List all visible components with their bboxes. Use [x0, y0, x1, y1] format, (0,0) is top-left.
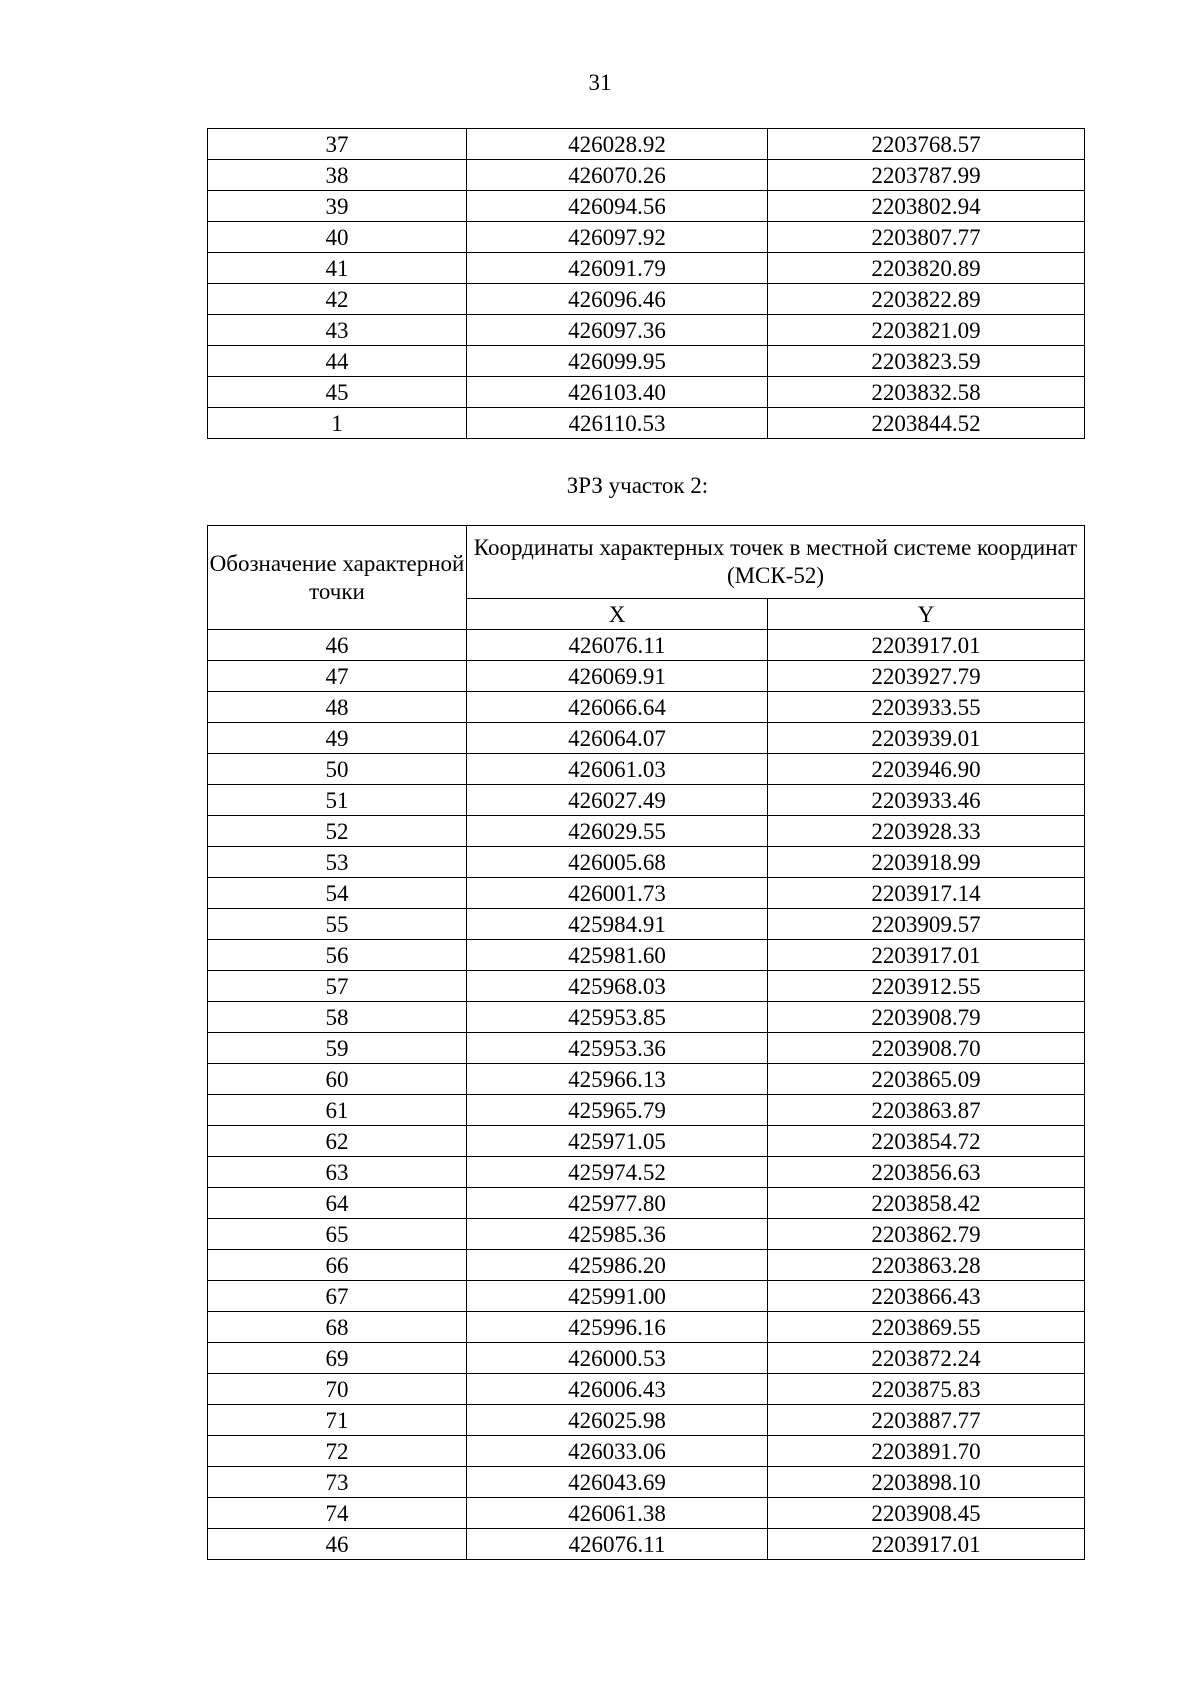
x-coordinate-cell: 426069.91 — [467, 661, 768, 692]
table-row — [208, 661, 1085, 692]
header-row — [208, 526, 1085, 599]
table-row — [208, 1002, 1085, 1033]
x-coordinate-cell: 425968.03 — [467, 971, 768, 1002]
table-row — [208, 315, 1085, 346]
header-point-designation: Обозначение характерной точки — [208, 526, 467, 630]
y-coordinate-cell: 2203865.09 — [768, 1064, 1085, 1095]
table-row — [208, 1250, 1085, 1281]
point-id-cell: 70 — [208, 1374, 467, 1405]
x-coordinate-cell: 426070.26 — [467, 160, 768, 191]
x-coordinate-cell: 426028.92 — [467, 129, 768, 160]
y-coordinate-cell: 2203917.01 — [768, 940, 1085, 971]
page-number: 31 — [588, 70, 612, 95]
point-id-cell: 49 — [208, 723, 467, 754]
table-row — [208, 1436, 1085, 1467]
table-row — [208, 692, 1085, 723]
table-row — [208, 1157, 1085, 1188]
header-coordinates: Координаты характерных точек в местной системе координат (МСК-52) — [467, 526, 1085, 599]
table-row — [208, 1188, 1085, 1219]
x-coordinate-cell: 426043.69 — [467, 1467, 768, 1498]
y-coordinate-cell: 2203844.52 — [768, 408, 1085, 439]
point-id-cell: 57 — [208, 971, 467, 1002]
table-row — [208, 754, 1085, 785]
table-row — [208, 847, 1085, 878]
y-coordinate-cell: 2203917.01 — [768, 630, 1085, 661]
table-row — [208, 630, 1085, 661]
point-id-cell: 43 — [208, 315, 467, 346]
y-coordinate-cell: 2203869.55 — [768, 1312, 1085, 1343]
point-id-cell: 65 — [208, 1219, 467, 1250]
point-id-cell: 45 — [208, 377, 467, 408]
table-row — [208, 1374, 1085, 1405]
y-coordinate-cell: 2203875.83 — [768, 1374, 1085, 1405]
x-coordinate-cell: 425953.36 — [467, 1033, 768, 1064]
section-title: ЗРЗ участок 2: — [566, 473, 709, 498]
table-row — [208, 1529, 1085, 1560]
y-coordinate-cell: 2203807.77 — [768, 222, 1085, 253]
y-coordinate-cell: 2203887.77 — [768, 1405, 1085, 1436]
coordinates-table-body — [208, 129, 1085, 439]
y-coordinate-cell: 2203917.14 — [768, 878, 1085, 909]
table-row — [208, 129, 1085, 160]
x-coordinate-cell: 425965.79 — [467, 1095, 768, 1126]
table-row — [208, 253, 1085, 284]
y-coordinate-cell: 2203933.46 — [768, 785, 1085, 816]
point-id-cell: 40 — [208, 222, 467, 253]
point-id-cell: 52 — [208, 816, 467, 847]
x-coordinate-cell: 426064.07 — [467, 723, 768, 754]
y-coordinate-cell: 2203821.09 — [768, 315, 1085, 346]
point-id-cell: 46 — [208, 1529, 467, 1560]
x-coordinate-cell: 425953.85 — [467, 1002, 768, 1033]
table-row — [208, 191, 1085, 222]
y-coordinate-cell: 2203768.57 — [768, 129, 1085, 160]
table-row — [208, 723, 1085, 754]
table-row — [208, 1126, 1085, 1157]
point-id-cell: 58 — [208, 1002, 467, 1033]
header-x: X — [467, 599, 768, 630]
coordinates-table-body — [208, 630, 1085, 1560]
y-coordinate-cell: 2203856.63 — [768, 1157, 1085, 1188]
x-coordinate-cell: 425985.36 — [467, 1219, 768, 1250]
point-id-cell: 56 — [208, 940, 467, 971]
y-coordinate-cell: 2203927.79 — [768, 661, 1085, 692]
table-row — [208, 1281, 1085, 1312]
x-coordinate-cell: 426025.98 — [467, 1405, 768, 1436]
y-coordinate-cell: 2203787.99 — [768, 160, 1085, 191]
point-id-cell: 71 — [208, 1405, 467, 1436]
y-coordinate-cell: 2203946.90 — [768, 754, 1085, 785]
y-coordinate-cell: 2203872.24 — [768, 1343, 1085, 1374]
x-coordinate-cell: 426110.53 — [467, 408, 768, 439]
x-coordinate-cell: 425986.20 — [467, 1250, 768, 1281]
point-id-cell: 68 — [208, 1312, 467, 1343]
table-row — [208, 971, 1085, 1002]
point-id-cell: 50 — [208, 754, 467, 785]
y-coordinate-cell: 2203918.99 — [768, 847, 1085, 878]
y-coordinate-cell: 2203908.79 — [768, 1002, 1085, 1033]
point-id-cell: 39 — [208, 191, 467, 222]
y-coordinate-cell: 2203939.01 — [768, 723, 1085, 754]
table-row — [208, 1343, 1085, 1374]
table-header — [208, 526, 1085, 630]
point-id-cell: 73 — [208, 1467, 467, 1498]
y-coordinate-cell: 2203822.89 — [768, 284, 1085, 315]
y-coordinate-cell: 2203862.79 — [768, 1219, 1085, 1250]
point-id-cell: 41 — [208, 253, 467, 284]
point-id-cell: 37 — [208, 129, 467, 160]
table-row — [208, 1467, 1085, 1498]
coordinates-table-continuation — [207, 128, 1085, 439]
point-id-cell: 46 — [208, 630, 467, 661]
table-row — [208, 816, 1085, 847]
x-coordinate-cell: 425996.16 — [467, 1312, 768, 1343]
y-coordinate-cell: 2203823.59 — [768, 346, 1085, 377]
x-coordinate-cell: 425981.60 — [467, 940, 768, 971]
x-coordinate-cell: 426061.03 — [467, 754, 768, 785]
x-coordinate-cell: 426000.53 — [467, 1343, 768, 1374]
point-id-cell: 55 — [208, 909, 467, 940]
x-coordinate-cell: 426103.40 — [467, 377, 768, 408]
x-coordinate-cell: 426091.79 — [467, 253, 768, 284]
x-coordinate-cell: 426097.36 — [467, 315, 768, 346]
x-coordinate-cell: 426001.73 — [467, 878, 768, 909]
table-row — [208, 878, 1085, 909]
point-id-cell: 61 — [208, 1095, 467, 1126]
y-coordinate-cell: 2203832.58 — [768, 377, 1085, 408]
point-id-cell: 72 — [208, 1436, 467, 1467]
point-id-cell: 1 — [208, 408, 467, 439]
x-coordinate-cell: 426061.38 — [467, 1498, 768, 1529]
point-id-cell: 38 — [208, 160, 467, 191]
y-coordinate-cell: 2203891.70 — [768, 1436, 1085, 1467]
point-id-cell: 54 — [208, 878, 467, 909]
point-id-cell: 51 — [208, 785, 467, 816]
point-id-cell: 64 — [208, 1188, 467, 1219]
x-coordinate-cell: 425991.00 — [467, 1281, 768, 1312]
table-row — [208, 346, 1085, 377]
y-coordinate-cell: 2203909.57 — [768, 909, 1085, 940]
x-coordinate-cell: 426099.95 — [467, 346, 768, 377]
point-id-cell: 67 — [208, 1281, 467, 1312]
x-coordinate-cell: 426006.43 — [467, 1374, 768, 1405]
table-row — [208, 1219, 1085, 1250]
table-row — [208, 160, 1085, 191]
table-row — [208, 1095, 1085, 1126]
x-coordinate-cell: 426096.46 — [467, 284, 768, 315]
point-id-cell: 62 — [208, 1126, 467, 1157]
point-id-cell: 59 — [208, 1033, 467, 1064]
y-coordinate-cell: 2203912.55 — [768, 971, 1085, 1002]
y-coordinate-cell: 2203854.72 — [768, 1126, 1085, 1157]
y-coordinate-cell: 2203820.89 — [768, 253, 1085, 284]
y-coordinate-cell: 2203917.01 — [768, 1529, 1085, 1560]
x-coordinate-cell: 426027.49 — [467, 785, 768, 816]
point-id-cell: 66 — [208, 1250, 467, 1281]
table-row — [208, 785, 1085, 816]
table-row — [208, 1312, 1085, 1343]
y-coordinate-cell: 2203802.94 — [768, 191, 1085, 222]
x-coordinate-cell: 426076.11 — [467, 1529, 768, 1560]
x-coordinate-cell: 426097.92 — [467, 222, 768, 253]
point-id-cell: 69 — [208, 1343, 467, 1374]
x-coordinate-cell: 426076.11 — [467, 630, 768, 661]
point-id-cell: 74 — [208, 1498, 467, 1529]
y-coordinate-cell: 2203898.10 — [768, 1467, 1085, 1498]
table-row — [208, 940, 1085, 971]
table-row — [208, 222, 1085, 253]
y-coordinate-cell: 2203908.70 — [768, 1033, 1085, 1064]
y-coordinate-cell: 2203858.42 — [768, 1188, 1085, 1219]
table-row — [208, 1033, 1085, 1064]
x-coordinate-cell: 425971.05 — [467, 1126, 768, 1157]
point-id-cell: 44 — [208, 346, 467, 377]
x-coordinate-cell: 426066.64 — [467, 692, 768, 723]
point-id-cell: 53 — [208, 847, 467, 878]
header-y: Y — [768, 599, 1085, 630]
table-row — [208, 284, 1085, 315]
point-id-cell: 48 — [208, 692, 467, 723]
point-id-cell: 47 — [208, 661, 467, 692]
table-row — [208, 1064, 1085, 1095]
point-id-cell: 60 — [208, 1064, 467, 1095]
y-coordinate-cell: 2203863.28 — [768, 1250, 1085, 1281]
table-row — [208, 408, 1085, 439]
point-id-cell: 63 — [208, 1157, 467, 1188]
y-coordinate-cell: 2203928.33 — [768, 816, 1085, 847]
y-coordinate-cell: 2203866.43 — [768, 1281, 1085, 1312]
y-coordinate-cell: 2203933.55 — [768, 692, 1085, 723]
x-coordinate-cell: 425966.13 — [467, 1064, 768, 1095]
table-row — [208, 909, 1085, 940]
coordinates-table-plot-2 — [207, 525, 1085, 1560]
x-coordinate-cell: 426029.55 — [467, 816, 768, 847]
point-id-cell: 42 — [208, 284, 467, 315]
table-row — [208, 1405, 1085, 1436]
x-coordinate-cell: 425974.52 — [467, 1157, 768, 1188]
x-coordinate-cell: 425977.80 — [467, 1188, 768, 1219]
y-coordinate-cell: 2203908.45 — [768, 1498, 1085, 1529]
x-coordinate-cell: 426033.06 — [467, 1436, 768, 1467]
y-coordinate-cell: 2203863.87 — [768, 1095, 1085, 1126]
x-coordinate-cell: 426005.68 — [467, 847, 768, 878]
table-row — [208, 377, 1085, 408]
x-coordinate-cell: 425984.91 — [467, 909, 768, 940]
x-coordinate-cell: 426094.56 — [467, 191, 768, 222]
table-row — [208, 1498, 1085, 1529]
